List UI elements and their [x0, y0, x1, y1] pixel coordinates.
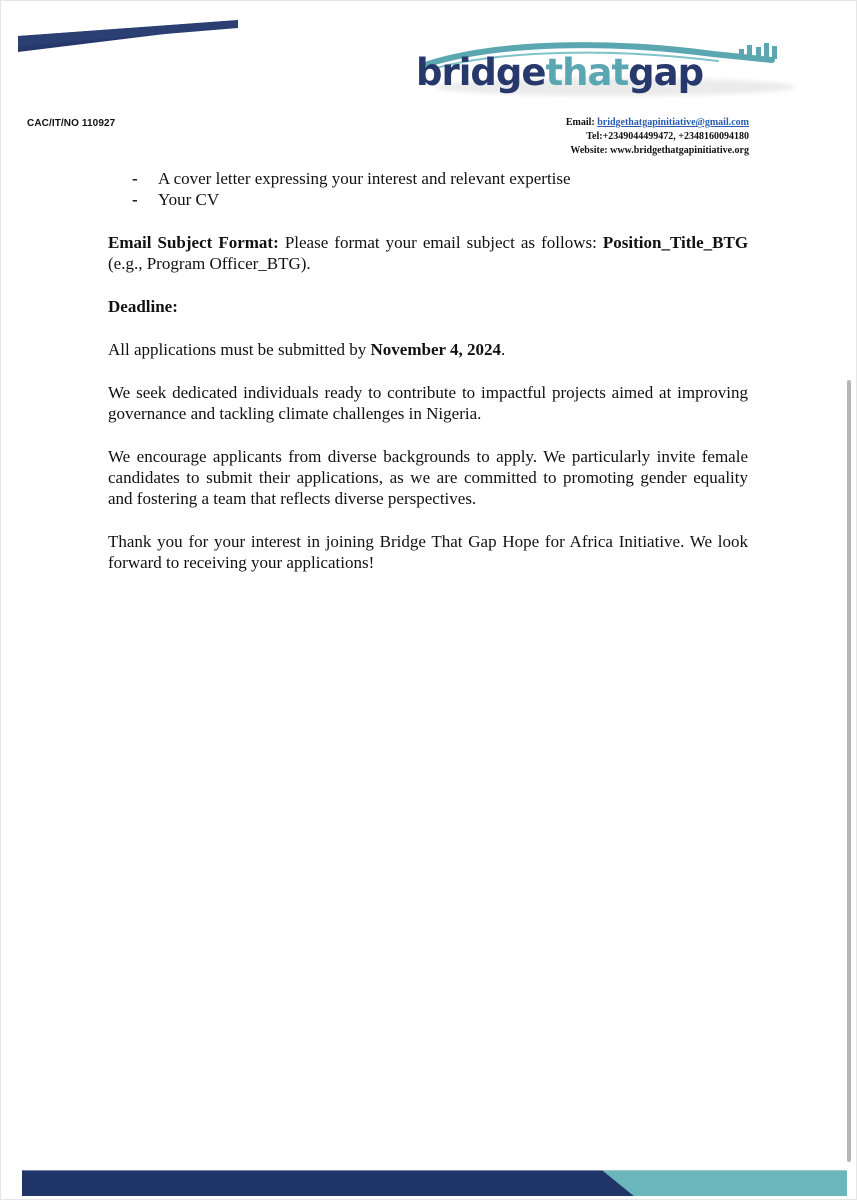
contact-email-link[interactable]: bridgethatgapinitiative@gmail.com [597, 117, 749, 128]
contact-phone-label: Tel: [586, 131, 603, 142]
email-subject-label: Email Subject Format: [108, 233, 279, 252]
contact-website-label: Website: [570, 145, 608, 156]
list-item-text: Your CV [158, 190, 220, 209]
vertical-scrollbar[interactable] [847, 380, 851, 1162]
contact-email-line [459, 116, 749, 130]
bullet-dash: - [132, 190, 138, 209]
paragraph-diversity: We encourage applicants from diverse backgrounds to apply. We particularly invite female candidates to submit their applications, as we are committed to promoting gender equality and fostering a team that reflects diverse perspectives. [108, 447, 748, 508]
email-subject-text: Please format your email subject as follows: [284, 233, 597, 252]
header-band [18, 18, 238, 52]
deadline-label: Deadline: [108, 297, 178, 316]
email-subject-example: (e.g., Program Officer_BTG). [108, 254, 311, 273]
registration-number: CAC/IT/NO 110927 [27, 118, 116, 129]
contact-phone-value: +2349044499472, +2348160094180 [602, 131, 749, 142]
deadline-heading [108, 296, 748, 317]
deadline-date: November 4, 2024 [370, 340, 502, 359]
email-subject-format: Position_Title_BTG [602, 233, 749, 252]
bullet-dash: - [132, 169, 138, 188]
deadline-text: All applications must be submitted by [108, 340, 367, 359]
bridge-that-gap-logo [388, 30, 813, 108]
list-item [108, 168, 748, 189]
logo-wordmark [416, 51, 704, 94]
contact-website-value[interactable]: www.bridgethatgapinitiative.org [610, 145, 749, 156]
contact-website-line [459, 144, 749, 158]
document-content [108, 168, 748, 573]
paragraph-closing: Thank you for your interest in joining Bridge That Gap Hope for Africa Initiative. We look forward to receiving your applications! [108, 532, 748, 572]
contact-email-label: Email: [565, 117, 595, 128]
contact-phone-line [459, 130, 749, 144]
list-item [108, 189, 748, 210]
deadline-paragraph [108, 339, 748, 360]
logo-part-gap: gap [628, 51, 704, 94]
list-item-text: A cover letter expressing your interest and relevant expertise [158, 169, 571, 188]
deadline-period: . [501, 340, 506, 359]
logo-part-that: that [545, 51, 629, 94]
footer-band [22, 1170, 847, 1196]
email-subject-paragraph [108, 232, 748, 274]
paragraph-projects: We seek dedicated individuals ready to contribute to impactful projects aimed at improving governance and tackling climate challenges in Nigeria. [108, 383, 748, 423]
contact-block [459, 116, 749, 158]
requirements-list [108, 168, 748, 210]
logo-part-bridge: bridge [416, 51, 546, 94]
